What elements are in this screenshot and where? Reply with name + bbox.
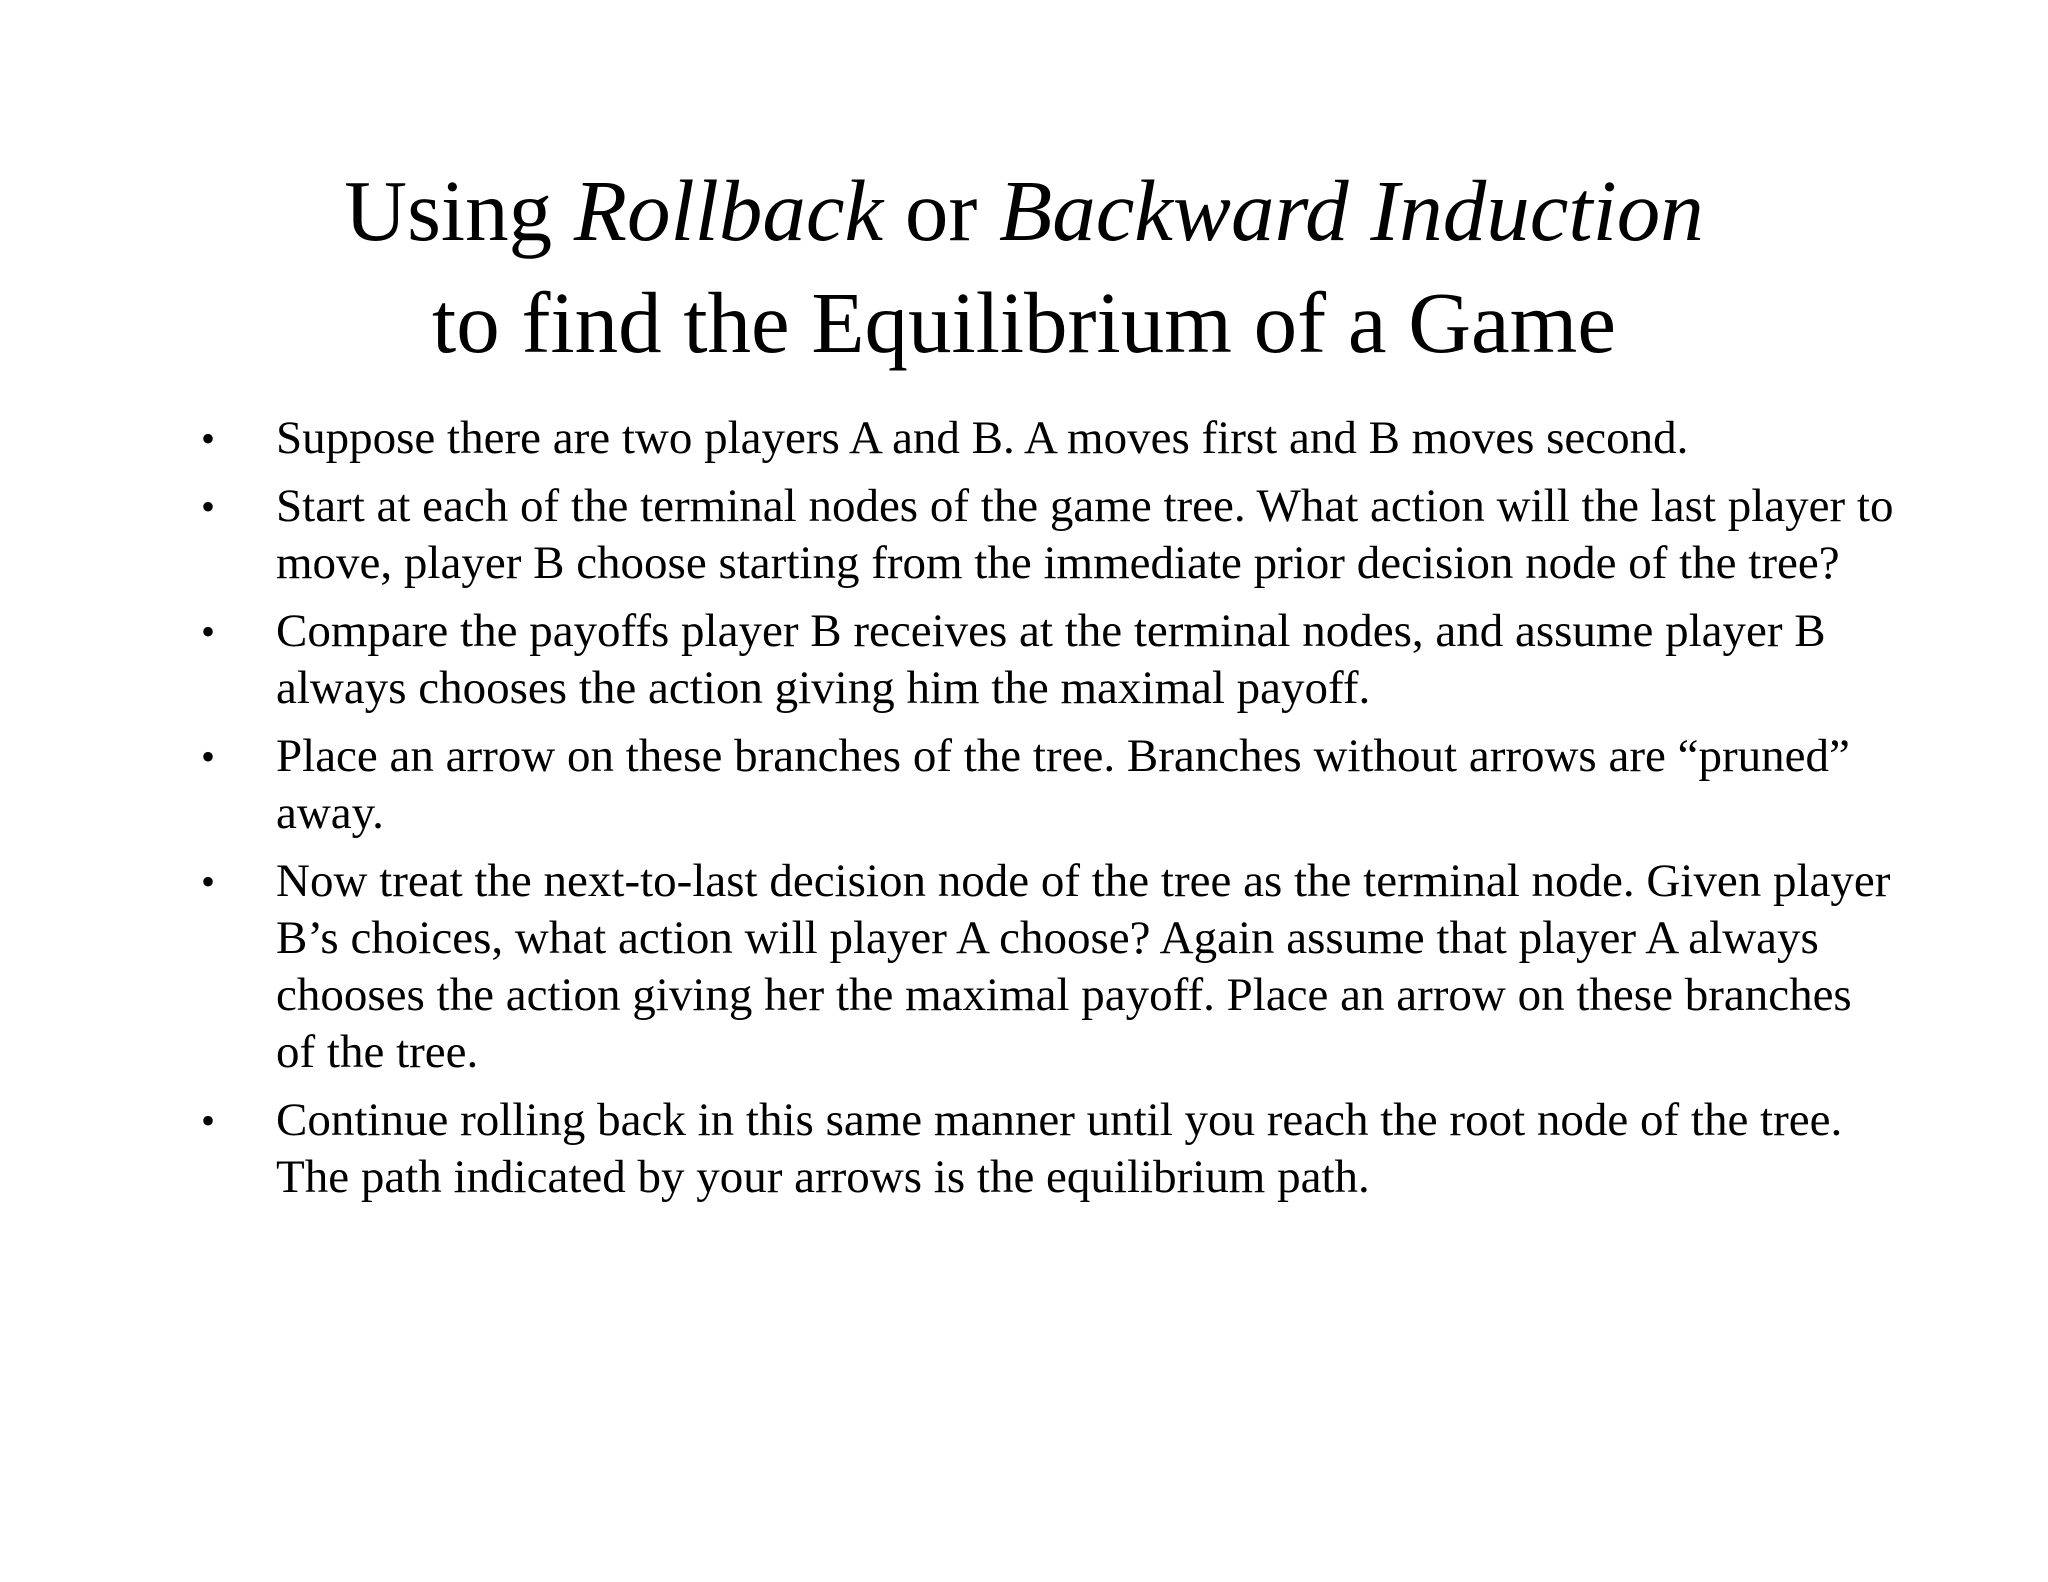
bullet-dot-icon: • [201, 1098, 216, 1143]
bullet-item [195, 410, 1895, 467]
bullet-text: Continue rolling back in this same manner until you reach the root node of the tree. The path indicated by your arrows is the equilibrium path. [276, 1094, 1843, 1203]
bullet-dot-icon: • [201, 609, 216, 654]
bullet-text: Now treat the next-to-last decision node of the tree as the terminal node. Given player B’s choices, what action will player A choose? Again assume that player A always chooses the action giving her the maximal payoff. Place an arrow on these branches of the tree. [276, 855, 1891, 1078]
bullet-item [195, 478, 1895, 592]
bullet-text: Place an arrow on these branches of the tree. Branches without arrows are “pruned” away. [276, 730, 1850, 839]
title-rollback: Rollback [573, 162, 884, 259]
bullet-dot-icon: • [201, 859, 216, 904]
title-prefix: Using [344, 162, 574, 259]
bullet-text: Start at each of the terminal nodes of the game tree. What action will the last player to move, player B choose starting from the immediate prior decision node of the tree? [276, 480, 1894, 589]
bullet-item [195, 603, 1895, 717]
title-line1 [344, 162, 1704, 259]
bullet-item [195, 853, 1895, 1081]
bullet-dot-icon: • [201, 484, 216, 529]
bullet-dot-icon: • [201, 416, 216, 461]
title-line2: to find the Equilibrium of a Game [432, 274, 1616, 371]
bullet-list [195, 410, 1895, 1217]
title-mid: or [883, 162, 1000, 259]
bullet-item [195, 1092, 1895, 1206]
bullet-text: Compare the payoffs player B receives at the terminal nodes, and assume player B always chooses the action giving him the maximal payoff. [276, 605, 1826, 714]
bullet-dot-icon: • [201, 734, 216, 779]
bullet-item [195, 728, 1895, 842]
bullet-text: Suppose there are two players A and B. A moves first and B moves second. [276, 412, 1689, 464]
title-backward-induction: Backward Induction [999, 162, 1704, 259]
slide-title [0, 155, 2048, 379]
